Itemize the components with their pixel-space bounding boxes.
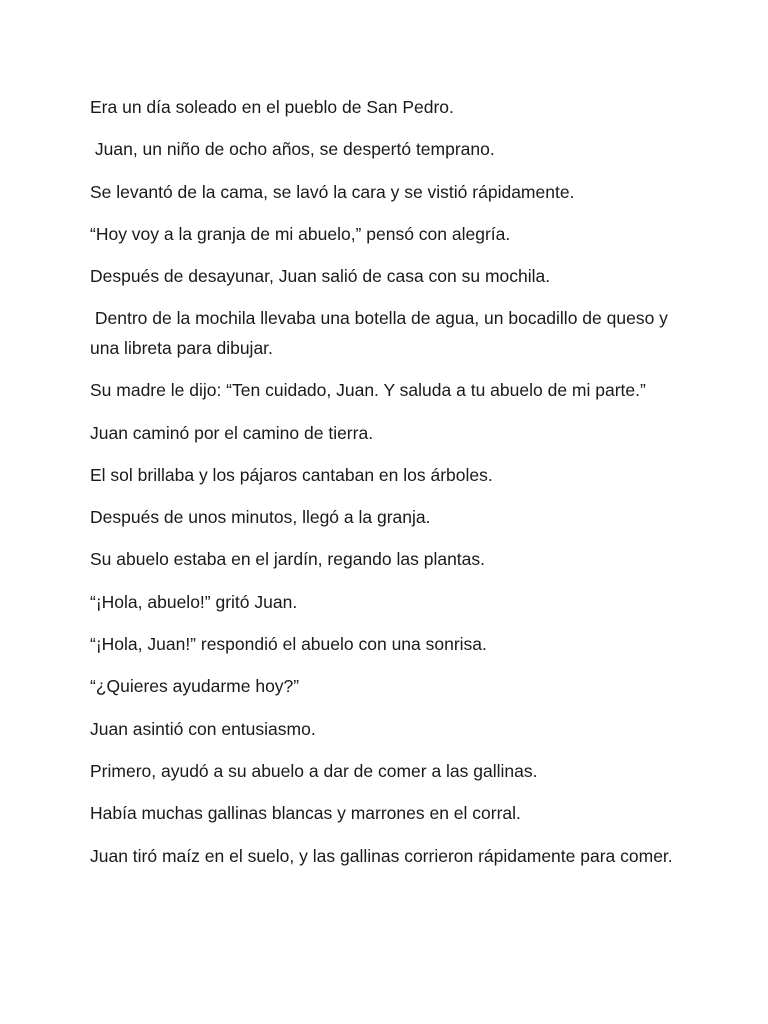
paragraph: Juan, un niño de ocho años, se despertó temprano. xyxy=(90,139,495,160)
paragraph: Era un día soleado en el pueblo de San Pedro. xyxy=(90,97,454,117)
paragraph: Dentro de la mochila llevaba una botella de agua, un bocadillo de queso y una libreta para dibujar. xyxy=(90,308,673,358)
paragraph: Después de desayunar, Juan salió de casa con su mochila. xyxy=(90,266,551,287)
paragraph: “¿Quieres ayudarme hoy?” xyxy=(90,676,300,697)
paragraph: Juan tiró maíz en el suelo, y las gallinas corrieron rápidamente para comer. xyxy=(90,845,673,866)
paragraph: Su abuelo estaba en el jardín, regando las plantas. xyxy=(90,549,486,570)
paragraph: “Hoy voy a la granja de mi abuelo,” pensó con alegría. xyxy=(90,223,511,244)
paragraph: “¡Hola, Juan!” respondió el abuelo con una sonrisa. xyxy=(90,634,487,655)
paragraph: Su madre le dijo: “Ten cuidado, Juan. Y saluda a tu abuelo de mi parte.” xyxy=(90,380,646,401)
paragraph: Después de unos minutos, llegó a la granja. xyxy=(90,507,431,528)
paragraph: Juan caminó por el camino de tierra. xyxy=(90,422,374,443)
paragraph: Primero, ayudó a su abuelo a dar de comer a las gallinas. xyxy=(90,760,538,781)
paragraph: Juan asintió con entusiasmo. xyxy=(90,718,316,739)
paragraph: Se levantó de la cama, se lavó la cara y se vistió rápidamente. xyxy=(90,181,575,202)
story-text xyxy=(90,93,690,884)
paragraph: “¡Hola, abuelo!” gritó Juan. xyxy=(90,591,298,612)
paragraph: El sol brillaba y los pájaros cantaban en los árboles. xyxy=(90,464,493,485)
paragraph: Había muchas gallinas blancas y marrones en el corral. xyxy=(90,803,521,824)
